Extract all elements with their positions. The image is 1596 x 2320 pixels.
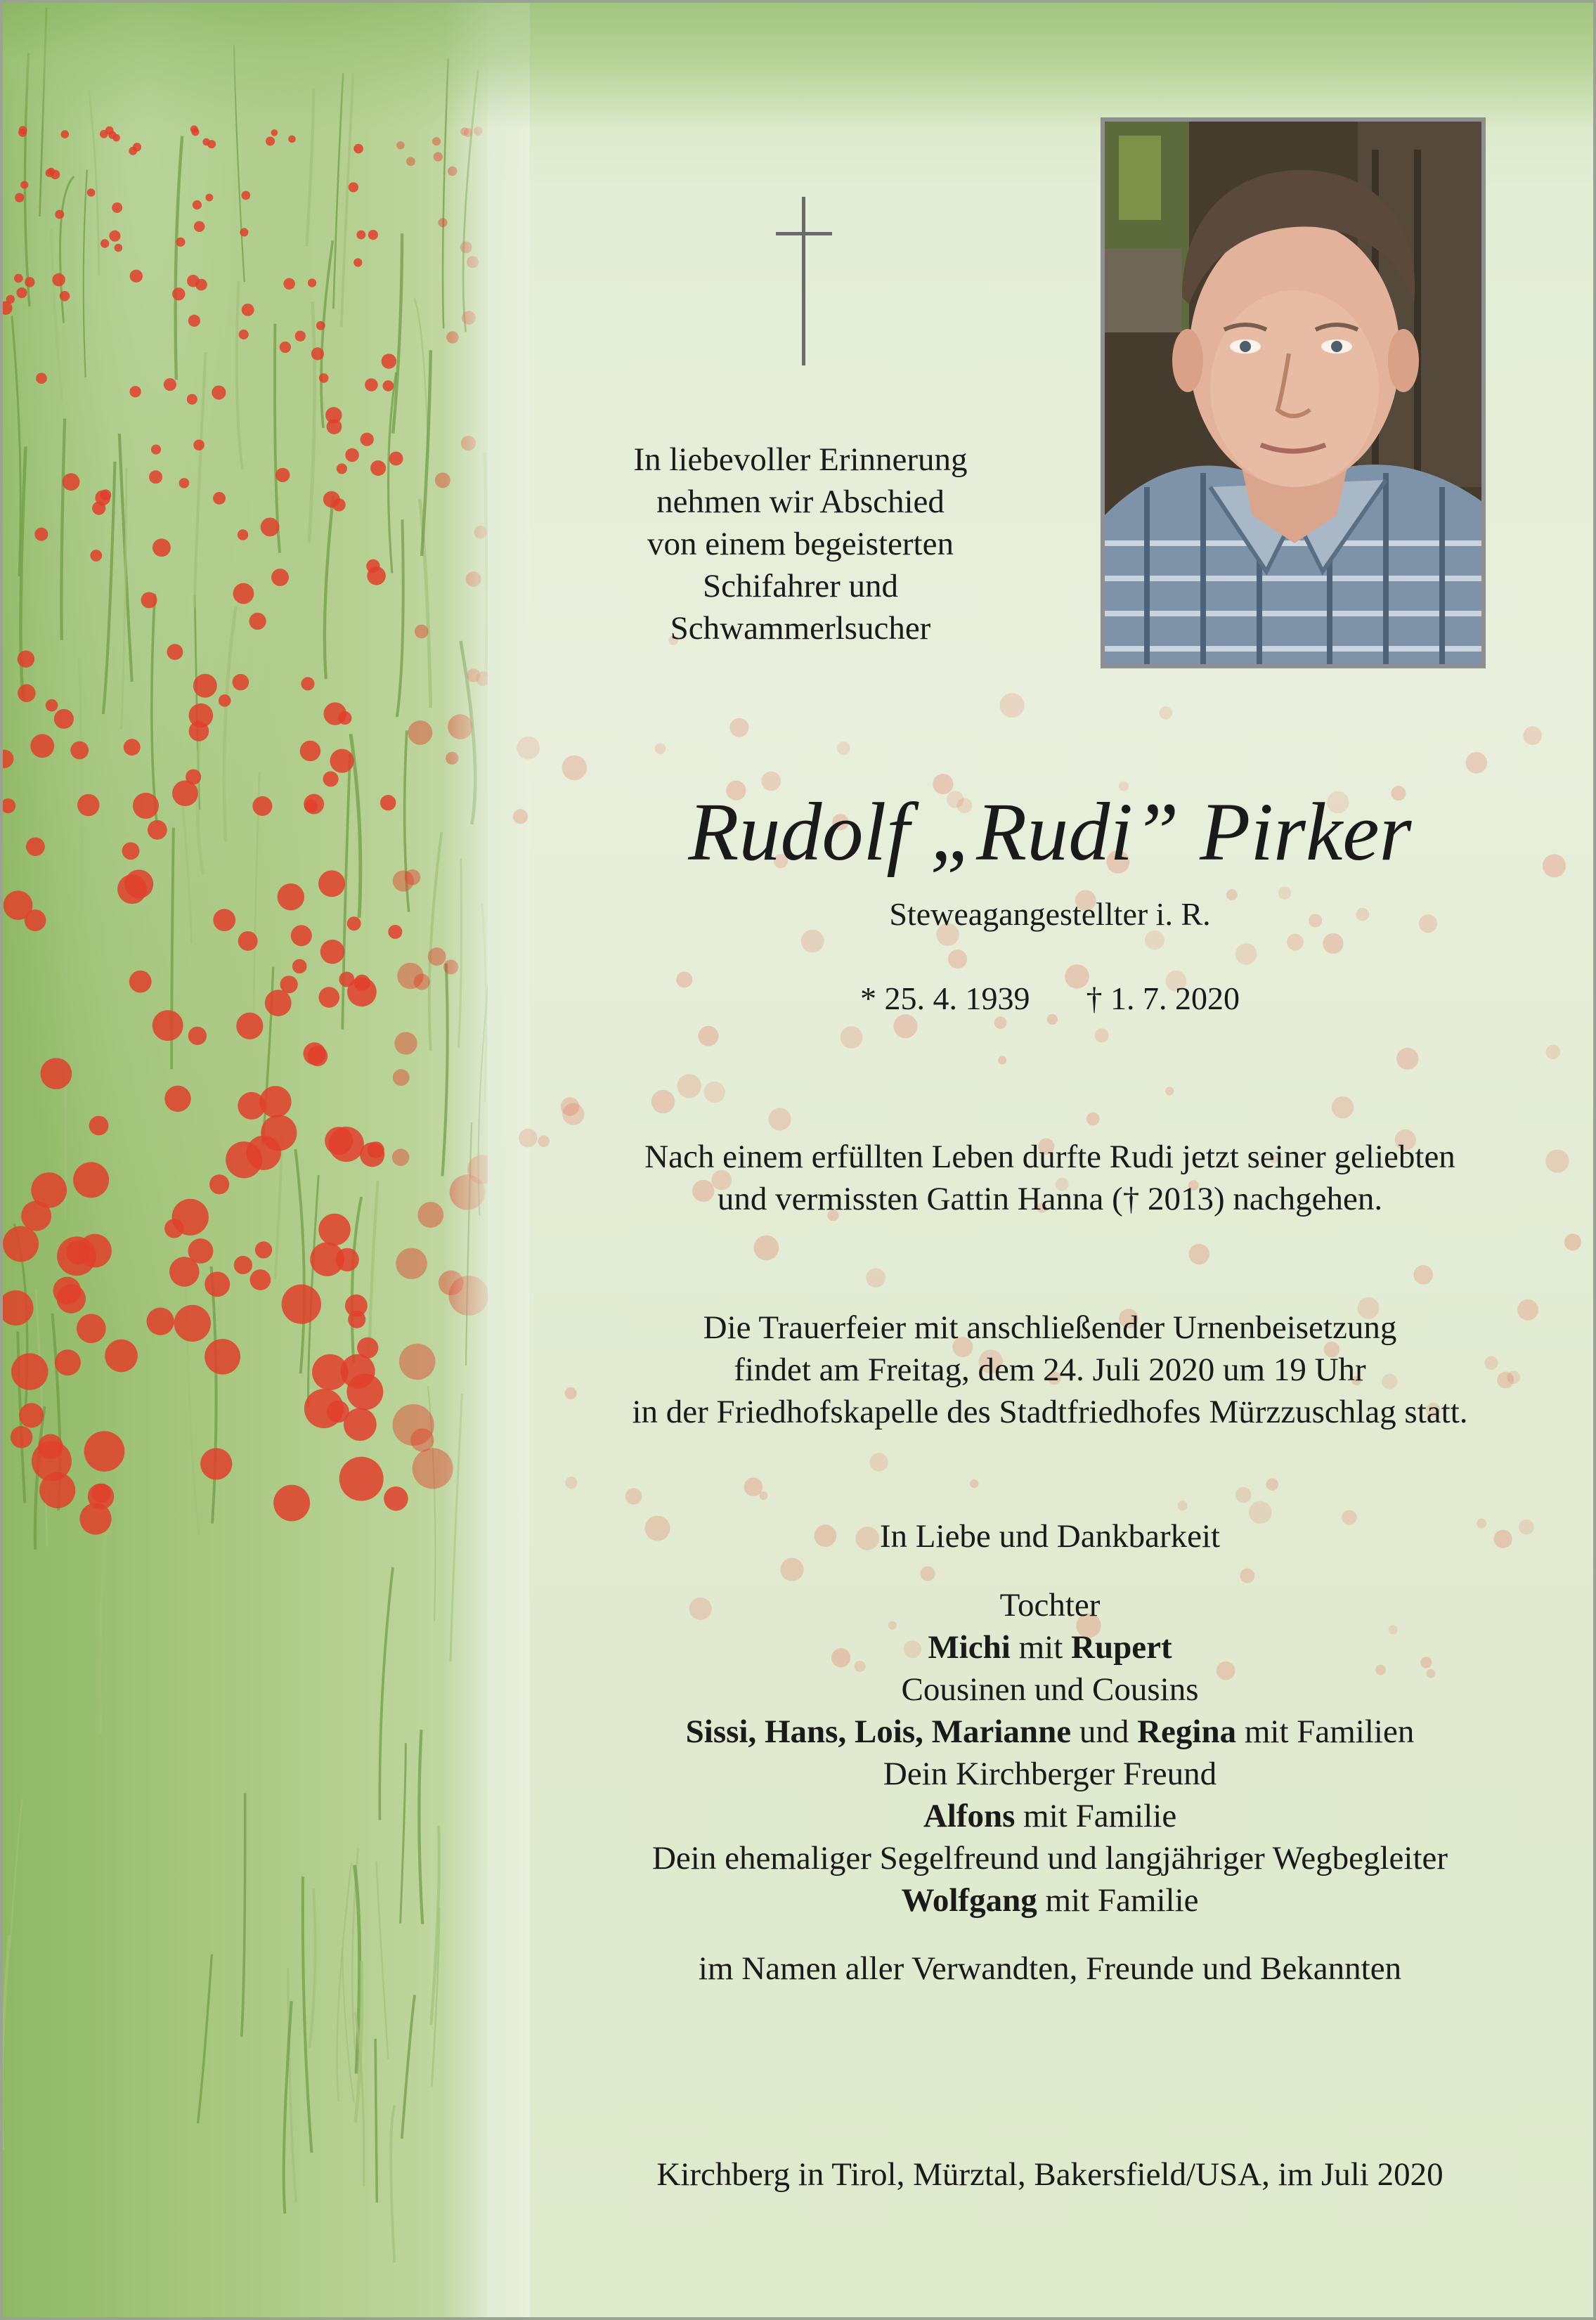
intro-line: nehmen wir Abschied [656,484,945,520]
funeral-info [509,1307,1591,1433]
funeral-line: Die Trauerfeier mit anschließender Urnenbeisetzung [703,1309,1397,1346]
mourner-line: Cousinen und Cousins [901,1671,1199,1708]
mourner-line [509,1626,1591,1668]
poppy-flowers [3,3,488,2317]
mourner-line [509,1795,1591,1837]
mourner-name: Rupert [1071,1629,1172,1666]
funeral-line: findet am Freitag, dem 24. Juli 2020 um 19 Uhr [734,1352,1366,1388]
death-date: † 1. 7. 2020 [1086,980,1240,1016]
mourner-line: Tochter [999,1587,1101,1624]
mourner-name: Alfons [923,1798,1016,1834]
intro-text [509,439,1092,649]
mourners-list [509,1584,1591,1922]
closing-line: im Namen aller Verwandten, Freunde und Bekannten [698,1950,1402,1987]
mourner-line: Dein ehemaliger Segelfreund und langjähriger Wegbegleiter [651,1840,1448,1877]
place-and-date: Kirchberg in Tirol, Mürztal, Bakersfield/USA, im Juli 2020 [656,2156,1443,2193]
life-dates [509,978,1591,1020]
mourner-name: Regina [1137,1713,1237,1750]
cross-icon [772,197,836,365]
mourner-text: mit [1010,1629,1072,1666]
mourner-text: mit Familien [1236,1713,1415,1750]
birth-date: * 25. 4. 1939 [860,980,1030,1016]
mourner-line: Dein Kirchberger Freund [883,1756,1217,1792]
paragraph-line: und vermissten Gattin Hanna († 2013) nachgehen. [717,1181,1383,1217]
poppy-field-image [3,3,488,2317]
portrait-photo [1101,117,1486,668]
intro-line: Schifahrer und [703,568,898,604]
mourner-name: Sissi, Hans, Lois, Marianne [685,1713,1072,1750]
mourner-name: Wolfgang [901,1882,1037,1919]
mourner-text: und [1071,1713,1138,1750]
intro-line: von einem begeisterten [647,526,954,562]
intro-line: Schwammerlsucher [670,610,931,647]
occupation: Steweagangestellter i. R. [889,896,1211,932]
memorial-paragraph [509,1136,1591,1220]
mourner-text: mit Familie [1037,1882,1199,1919]
thanks-line: In Liebe und Dankbarkeit [879,1518,1221,1555]
funeral-line: in der Friedhofskapelle des Stadtfriedhofes Mürzzuschlag statt. [632,1394,1468,1430]
mourner-text: mit Familie [1015,1798,1177,1834]
mourner-line [509,1879,1591,1922]
paragraph-line: Nach einem erfüllten Leben durfte Rudi jetzt seiner geliebten [644,1139,1455,1175]
intro-line: In liebevoller Erinnerung [633,441,968,478]
deceased-name: Rudolf „Rudi” Pirker [688,786,1412,878]
mourner-line [509,1711,1591,1753]
mourner-name: Michi [928,1629,1011,1666]
